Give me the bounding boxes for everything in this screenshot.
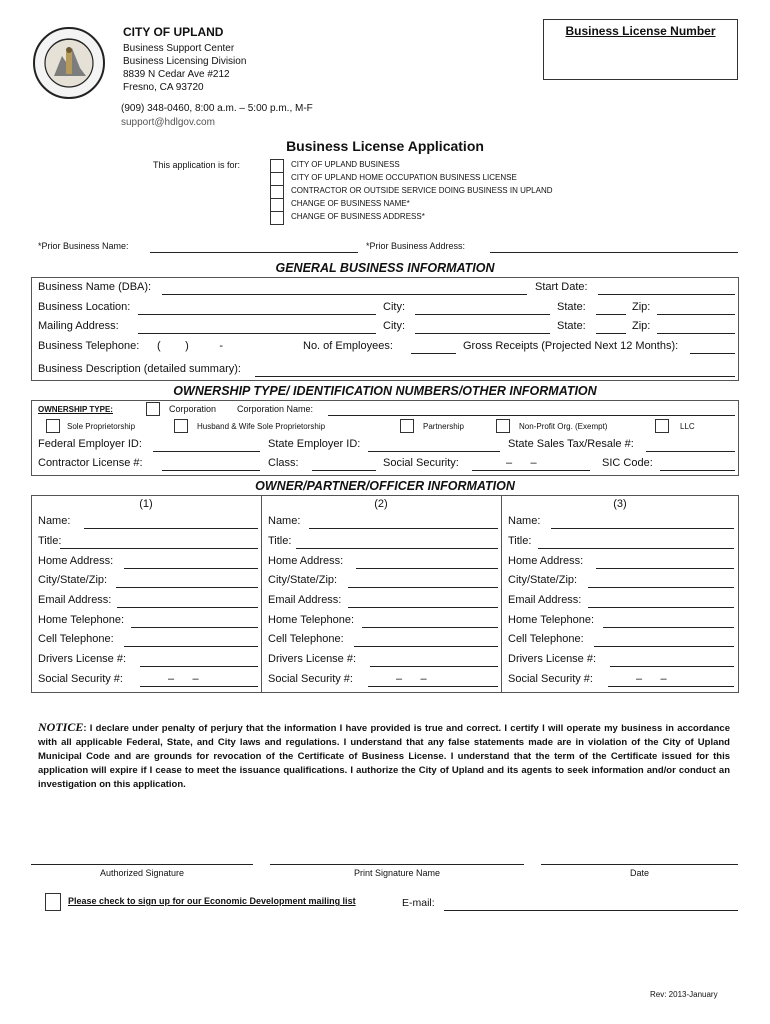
owner-column-3: (3): [613, 498, 627, 510]
business-name-label: Business Name (DBA):: [38, 281, 152, 293]
partnership-label: Partnership: [423, 422, 464, 431]
address-line-4: Fresno, CA 93720: [123, 82, 204, 93]
state-id-field[interactable]: [368, 451, 500, 452]
owner-2-title-label: Title:: [268, 535, 292, 547]
option-change-name-label: CHANGE OF BUSINESS NAME*: [291, 199, 410, 208]
class-field[interactable]: [312, 470, 376, 471]
city-name: CITY OF UPLAND: [123, 25, 224, 39]
authorized-signature-field[interactable]: [31, 864, 253, 865]
owner-2-drivers-license-field[interactable]: [370, 666, 498, 667]
owner-3-email-field[interactable]: [588, 607, 734, 608]
mailing-list-label: Please check to sign up for our Economic Development mailing list: [68, 896, 356, 906]
class-label: Class:: [268, 457, 299, 469]
option-change-address-checkbox[interactable]: [270, 211, 284, 225]
start-date-label: Start Date:: [535, 281, 588, 293]
llc-checkbox[interactable]: [655, 419, 669, 433]
nonprofit-checkbox[interactable]: [496, 419, 510, 433]
owner-1-title-field[interactable]: [60, 548, 258, 549]
llc-label: LLC: [680, 422, 695, 431]
owner-2-email-field[interactable]: [348, 607, 498, 608]
mailing-city-field[interactable]: [415, 333, 550, 334]
option-home-occupation-label: CITY OF UPLAND HOME OCCUPATION BUSINESS LICENSE: [291, 173, 517, 182]
prior-name-label: *Prior Business Name:: [38, 241, 129, 251]
husband-wife-label: Husband & Wife Sole Proprietorship: [197, 422, 326, 431]
owners-divider-2: [501, 495, 502, 693]
mailing-city-label: City:: [383, 320, 405, 332]
owner-2-social-security-field[interactable]: [368, 686, 498, 687]
owner-2-city-state-zip-field[interactable]: [348, 587, 498, 588]
option-upland-business-checkbox[interactable]: [270, 159, 284, 173]
owner-2-drivers-license-label: Drivers License #:: [268, 653, 357, 665]
employees-field[interactable]: [411, 353, 456, 354]
address-line-3: 8839 N Cedar Ave #212: [123, 69, 230, 80]
option-contractor-checkbox[interactable]: [270, 185, 284, 199]
description-label: Business Description (detailed summary):: [38, 363, 241, 375]
notice-paragraph: [38, 720, 730, 792]
owner-1-social-security-field[interactable]: [140, 686, 258, 687]
business-location-label: Business Location:: [38, 301, 131, 313]
owner-3-ssn-mask: – –: [636, 673, 667, 685]
owner-1-social-security-label: Social Security #:: [38, 673, 123, 685]
social-security-field[interactable]: [472, 470, 590, 471]
ownership-heading: OWNERSHIP TYPE/ IDENTIFICATION NUMBERS/OTHER INFORMATION: [173, 384, 597, 398]
business-telephone-field[interactable]: ( ) -: [157, 340, 223, 352]
owner-1-home-telephone-field[interactable]: [131, 627, 258, 628]
owner-1-drivers-license-label: Drivers License #:: [38, 653, 127, 665]
mailing-address-field[interactable]: [138, 333, 376, 334]
owner-2-name-label: Name:: [268, 515, 301, 527]
prior-name-field[interactable]: [150, 252, 358, 253]
mailing-state-label: State:: [557, 320, 586, 332]
corporation-name-field[interactable]: [328, 415, 735, 416]
application-for-label: This application is for:: [153, 160, 241, 170]
owner-1-name-field[interactable]: [84, 528, 258, 529]
owner-2-email-label: Email Address:: [268, 594, 342, 606]
location-zip-label: Zip:: [632, 301, 651, 313]
owner-3-home-telephone-field[interactable]: [603, 627, 734, 628]
partnership-checkbox[interactable]: [400, 419, 414, 433]
federal-id-field[interactable]: [153, 451, 260, 452]
owner-2-home-telephone-label: Home Telephone:: [268, 614, 355, 626]
mailing-list-email-label: E-mail:: [402, 897, 435, 909]
phone-hours: (909) 348-0460, 8:00 a.m. – 5:00 p.m., M-F: [121, 103, 313, 114]
option-change-address-label: CHANGE OF BUSINESS ADDRESS*: [291, 212, 425, 221]
owner-3-home-telephone-label: Home Telephone:: [508, 614, 595, 626]
owner-3-email-label: Email Address:: [508, 594, 582, 606]
sales-tax-label: State Sales Tax/Resale #:: [508, 438, 634, 450]
owner-column-1: (1): [139, 498, 153, 510]
owners-divider-1: [261, 495, 262, 693]
owner-1-drivers-license-field[interactable]: [140, 666, 258, 667]
owners-heading: OWNER/PARTNER/OFFICER INFORMATION: [255, 479, 515, 493]
social-security-mask: – –: [506, 457, 537, 469]
owner-2-social-security-label: Social Security #:: [268, 673, 353, 685]
sales-tax-field[interactable]: [646, 451, 735, 452]
owner-1-email-label: Email Address:: [38, 594, 112, 606]
owner-1-home-address-field[interactable]: [124, 568, 258, 569]
contractor-license-field[interactable]: [162, 470, 260, 471]
print-signature-label: Print Signature Name: [353, 868, 441, 878]
contractor-license-label: Contractor License #:: [38, 457, 143, 469]
owner-2-home-telephone-field[interactable]: [362, 627, 498, 628]
mailing-state-field[interactable]: [596, 333, 626, 334]
option-upland-business-label: CITY OF UPLAND BUSINESS: [291, 160, 400, 169]
print-signature-field[interactable]: [270, 864, 524, 865]
owner-1-home-telephone-label: Home Telephone:: [38, 614, 125, 626]
mailing-zip-field[interactable]: [657, 333, 735, 334]
employees-label: No. of Employees:: [303, 340, 393, 352]
revision-label: Rev: 2013-January: [650, 990, 718, 999]
start-date-field[interactable]: [598, 294, 735, 295]
corporation-checkbox[interactable]: [146, 402, 160, 416]
owner-2-city-state-zip-label: City/State/Zip:: [268, 574, 338, 586]
gross-receipts-field[interactable]: [690, 353, 735, 354]
owner-3-drivers-license-label: Drivers License #:: [508, 653, 597, 665]
social-security-label: Social Security:: [383, 457, 459, 469]
owner-3-cell-telephone-field[interactable]: [594, 646, 734, 647]
option-home-occupation-checkbox[interactable]: [270, 172, 284, 186]
date-field[interactable]: [541, 864, 738, 865]
sic-code-field[interactable]: [660, 470, 735, 471]
owner-3-title-field[interactable]: [538, 548, 734, 549]
page-title: Business License Application: [286, 138, 484, 154]
option-contractor-label: CONTRACTOR OR OUTSIDE SERVICE DOING BUSINESS IN UPLAND: [291, 186, 553, 195]
owner-3-social-security-label: Social Security #:: [508, 673, 593, 685]
owner-1-city-state-zip-field[interactable]: [116, 587, 258, 588]
prior-address-label: *Prior Business Address:: [366, 241, 466, 251]
owner-2-home-address-label: Home Address:: [268, 555, 344, 567]
owner-3-drivers-license-field[interactable]: [610, 666, 734, 667]
option-change-name-checkbox[interactable]: [270, 198, 284, 212]
owner-1-name-label: Name:: [38, 515, 71, 527]
corporation-name-label: Corporation Name:: [237, 404, 314, 414]
sole-proprietorship-checkbox[interactable]: [46, 419, 60, 433]
owners-section-box: [31, 495, 739, 693]
owner-3-social-security-field[interactable]: [608, 686, 734, 687]
description-field[interactable]: [255, 376, 735, 377]
owner-1-home-address-label: Home Address:: [38, 555, 114, 567]
owner-2-cell-telephone-label: Cell Telephone:: [268, 633, 344, 645]
authorized-signature-label: Authorized Signature: [99, 868, 185, 878]
mailing-zip-label: Zip:: [632, 320, 651, 332]
owner-3-city-state-zip-field[interactable]: [588, 587, 734, 588]
nonprofit-label: Non-Profit Org. (Exempt): [519, 422, 608, 431]
business-telephone-label: Business Telephone:: [38, 340, 140, 352]
general-heading: GENERAL BUSINESS INFORMATION: [275, 261, 495, 275]
gross-receipts-label: Gross Receipts (Projected Next 12 Months):: [463, 340, 679, 352]
location-state-label: State:: [557, 301, 586, 313]
mailing-list-email-field[interactable]: [444, 910, 738, 911]
owner-1-email-field[interactable]: [117, 607, 258, 608]
prior-address-field[interactable]: [490, 252, 738, 253]
mailing-address-label: Mailing Address:: [38, 320, 119, 332]
husband-wife-checkbox[interactable]: [174, 419, 188, 433]
notice-label: NOTICE: [38, 720, 84, 734]
support-email: support@hdlgov.com: [121, 117, 215, 128]
address-line-2: Business Licensing Division: [123, 56, 247, 67]
owner-1-cell-telephone-field[interactable]: [124, 646, 258, 647]
owner-1-ssn-mask: – –: [168, 673, 199, 685]
owner-1-city-state-zip-label: City/State/Zip:: [38, 574, 108, 586]
owner-1-cell-telephone-label: Cell Telephone:: [38, 633, 114, 645]
mailing-list-checkbox[interactable]: [45, 893, 61, 911]
owner-3-city-state-zip-label: City/State/Zip:: [508, 574, 578, 586]
owner-3-name-label: Name:: [508, 515, 541, 527]
notice-text: : I declare under penalty of perjury that the information I have provided is true and correct. I certify I will operate my business in accordance with all applicable Federal, State, and City laws and regulations. I understand that any false statements made are in violation of the City of Upland Municipal Code and are grounds for revocation of the Certificate of Business License. I understand that the term of the Certificate issued for this application will expire if I cease to meet the issuance qualifications. I authorize the City of Upland and its agents to seek information and/or conduct an investigation on this application.: [38, 723, 730, 790]
business-name-field[interactable]: [162, 294, 527, 295]
owner-2-ssn-mask: – –: [396, 673, 427, 685]
owner-3-name-field[interactable]: [551, 528, 734, 529]
date-label: Date: [629, 868, 649, 878]
sole-proprietorship-label: Sole Proprietorship: [67, 422, 136, 431]
address-line-1: Business Support Center: [123, 43, 235, 54]
owner-2-home-address-field[interactable]: [356, 568, 498, 569]
owner-1-title-label: Title:: [38, 535, 62, 547]
corporation-label: Corporation: [169, 404, 217, 414]
federal-id-label: Federal Employer ID:: [38, 438, 142, 450]
location-city-field[interactable]: [415, 314, 550, 315]
location-state-field[interactable]: [596, 314, 626, 315]
owner-column-2: (2): [374, 498, 388, 510]
business-location-field[interactable]: [138, 314, 376, 315]
owner-3-home-address-field[interactable]: [596, 568, 734, 569]
owner-2-cell-telephone-field[interactable]: [354, 646, 498, 647]
sic-code-label: SIC Code:: [602, 457, 653, 469]
location-zip-field[interactable]: [657, 314, 735, 315]
city-seal: [32, 22, 106, 104]
owner-3-home-address-label: Home Address:: [508, 555, 584, 567]
ownership-type-label: OWNERSHIP TYPE:: [38, 405, 113, 414]
owner-2-title-field[interactable]: [296, 548, 498, 549]
state-id-label: State Employer ID:: [268, 438, 361, 450]
owner-3-cell-telephone-label: Cell Telephone:: [508, 633, 584, 645]
location-city-label: City:: [383, 301, 405, 313]
owner-3-title-label: Title:: [508, 535, 532, 547]
license-number-label: Business License Number: [565, 24, 716, 38]
owner-2-name-field[interactable]: [309, 528, 498, 529]
